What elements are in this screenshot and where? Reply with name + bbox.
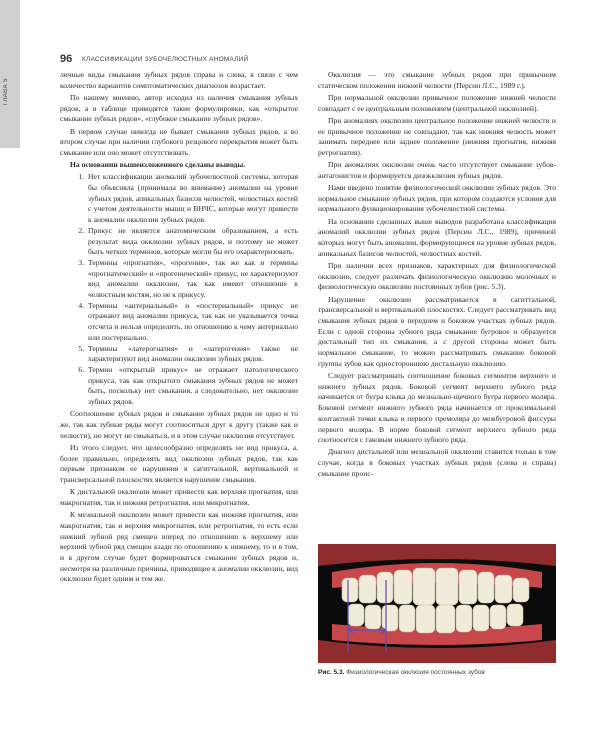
left-text-column — [60, 70, 298, 587]
running-head: КЛАССИФИКАЦИИ ЗУБОЧЕЛЮСТНЫХ АНОМАЛИЙ — [82, 56, 249, 63]
chapter-tab-label: ГЛАВА 5 — [3, 78, 9, 106]
paragraph: Нарушение окклюзии рассматривается в сагиттальной, трансверсальной и вертикальной плоскостях. Следует рассматривать вид смыкания зубных рядов в переднем и боковом участках зубных рядов. Если с одной стороны зубного ряда смыкание бугровое и образуется дистальный тип их смыкания, а с другой стороны может быть нормальное смыкание, то можно рассматривать смыкание боковой группы зубов как одностороннюю дистальную окклюзию. — [318, 294, 556, 368]
chapter-side-tab — [0, 0, 20, 148]
paragraph: При аномалиях окклюзии центральное положение нижней челюсти и ее привычное положение не совпадают, так как нижняя челюсть может занимать переднее или заднее положение (нижняя прогнатия, нижняя ретрогнатия). — [318, 115, 556, 157]
paragraph: При нормальной окклюзии привычное положение нижней челюсти совпадает с ее центральным положением (центральной окклюзией). — [318, 92, 556, 113]
paragraph: личные виды смыкания зубных рядов справа и слева, в связи с чем количество вариантов симптоматических диагнозов возрастает. — [60, 70, 298, 90]
paragraph: Окклюзия — это смыкание зубных рядов при привычном статическом положении нижней челюсти (Персин Л.С., 1989 г.). — [318, 70, 556, 90]
paragraph: К мезиальной окклюзии может привести как нижняя прогнатия, или макрогнатия, так и верхняя микрогнатия, или ретрогнатия, то есть если нижний зубной ряд смещен вперед по отношению к верхнему или верхний зубной ряд смещен кзади по отношению к нижнему, то и в том, и в другом случае будет формироваться смыкание зубных рядов и, несмотря на различные причины, приводящие к аномалии окклюзии, вид окклюзии будет одним и тем же. — [60, 510, 298, 584]
figure-label: Рис. 5.3. — [318, 669, 345, 676]
paragraph: В первом случае никогда не бывает смыкания зубных рядов, а во втором случае при наличии глубокого резцового перекрытия может быть смыкание или оно может отсутствовать. — [60, 126, 298, 157]
paragraph: Соотношение зубных рядов и смыкание зубных рядов не одно и то же, так как зубные ряды могут соотноситься друг к другу (также как и челюсти), но могут не смыкаться, и в этом случае окклюзия отсутствует. — [60, 409, 298, 440]
page-header — [60, 54, 550, 66]
list-item: 1. Нет классификации аномалий зубочелюстной системы, которая бы объясняла (принимала во внимание) аномалии на уровне зубных рядов, апикальных базисов челюстей, челюстных костей с учетом деятельности мышц и ВНЧС, которые могут привести к аномалии окклюзии зубных рядов. — [86, 172, 298, 226]
list-item: 3. Термины «прогнатия», «прогения», так же как и термины «прогнатический» и «прогенический» прикус, не характеризуют вид аномалии окклюзии, так как имеют отношение к челюстным костям, но не к прикусу. — [86, 258, 298, 301]
paragraph: По нашему мнению, автор исходил из наличия смыкания зубных рядов, а в таблице приводятся такие формулировки, как «открытое смыкание зубных рядов», «глубокое смыкание зубных рядов». — [60, 92, 298, 124]
figure-occlusion-photo — [318, 544, 556, 663]
paragraph: На основании сделанных выше выводов разработана классификация аномалий окклюзии зубных рядов (Персин Л.С., 1989), причиной которых могут быть аномалии, формирующиеся на уровне зубных рядов, апикальных базисов челюстей, челюстных костей. — [318, 216, 556, 258]
paragraph: Из этого следует, что целесообразно определять не вид прикуса, а, более правильно, определять вид окклюзии зубных рядов, так как первым признаком ее нарушения в сагиттальной, вертикальной и трансверсальной плоскостях является нарушение смыкания. — [60, 442, 298, 485]
page-number: 96 — [60, 53, 73, 65]
list-item: 4. Термины «антериальный» и «постериальный» прикус не отражают вид аномалии прикуса, так как не указывается точка отсчета и нельзя определить, по отношению к чему антериально или постериально. — [86, 301, 298, 344]
paragraph: Диагноз дистальной или мезиальной окклюзии ставится только в том случае, когда в боковых участках зубных рядов (слева и справа) смыкание проис- — [318, 447, 556, 478]
teeth-photo-illustration — [318, 544, 556, 663]
paragraph: К дистальной окклюзии может привести как верхняя прогнатия, или макрогнатия, так и нижняя ретрогнатия, или микрогнатия. — [60, 487, 298, 507]
list-item: 5. Термины «латерогнатия» и «латерогения» также не характеризуют вид аномалии окклюзии зубных рядов. — [86, 344, 298, 365]
list-item: 2. Прикус не является анатомическим образованием, а есть результат вида окклюзии зубных рядов, и поэтому не может быть четких терминов, которые могли бы его охарактеризовать. — [86, 226, 298, 258]
paragraph: При наличии всех признаков, характерных для физиологической окклюзии, следует различать физиологическую окклюзию молочных и физиологическую окклюзию постоянных зубов (рис. 5.3). — [318, 260, 556, 292]
conclusions-list — [60, 172, 298, 407]
paragraph: Следует рассматривать соотношение боковых сегментов верхнего и нижнего зубных рядов. Боковой сегмент верхнего зубного ряда начинается от бугра клыка до мезиально-щечного бугра первого моляра. Боковой сегмент нижнего зубного ряда начинается от проксимальной контактной точки клыка и первого премоляра до межбугровой фиссуры первого моляра. В норме боковой сегмент верхнего зубного ряда соотносится с таковым нижнего зубного ряда. — [318, 370, 556, 445]
figure-caption-text: Физиологическая окклюзия постоянных зубов — [346, 669, 485, 676]
figure-caption — [318, 669, 558, 676]
paragraph: При аномалиях окклюзии очень часто отсутствует смыкание зубов-антагонистов и формируется дизокклюзия зубных рядов. — [318, 160, 556, 180]
right-text-column — [318, 70, 556, 481]
list-item: 6. Термин «открытый прикус» не отражает патологического прикуса, так как открытого смыкания зубных рядов не может быть, поскольку нет смыкания, а следовательно, нет окклюзии зубных рядов. — [86, 365, 298, 408]
conclusions-heading: На основании вышеизложенного сделаны выводы. — [70, 160, 246, 170]
paragraph: Нами введено понятие физиологической окклюзии зубных рядов. Это нормальное смыкание зубных рядов, при котором создаются условия для нормального функционирования зубочелюстной системы. — [318, 183, 556, 214]
